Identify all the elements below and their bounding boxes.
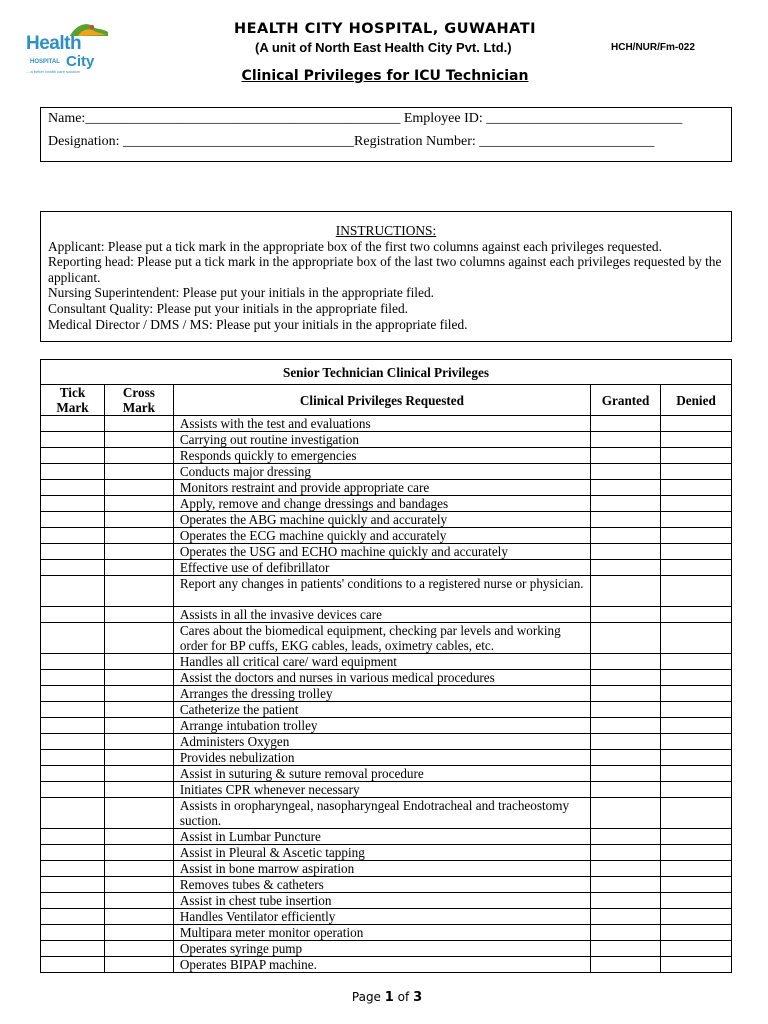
tick-mark-cell[interactable] bbox=[41, 528, 105, 544]
granted-cell[interactable] bbox=[591, 528, 661, 544]
tick-mark-cell[interactable] bbox=[41, 544, 105, 560]
denied-cell[interactable] bbox=[661, 416, 732, 432]
denied-cell[interactable] bbox=[661, 766, 732, 782]
granted-cell[interactable] bbox=[591, 480, 661, 496]
granted-cell[interactable] bbox=[591, 782, 661, 798]
logo-city-text: City bbox=[66, 53, 95, 70]
tick-mark-cell[interactable] bbox=[41, 845, 105, 861]
table-row bbox=[41, 416, 732, 432]
tick-mark-cell[interactable] bbox=[41, 607, 105, 623]
tick-mark-cell[interactable] bbox=[41, 941, 105, 957]
cross-mark-cell[interactable] bbox=[104, 480, 173, 496]
granted-cell[interactable] bbox=[591, 560, 661, 576]
granted-cell[interactable] bbox=[591, 941, 661, 957]
cross-mark-cell[interactable] bbox=[104, 560, 173, 576]
tick-mark-cell[interactable] bbox=[41, 877, 105, 893]
instruction-nursing-superintendent: Nursing Superintendent: Please put your initials in the appropriate filed. bbox=[48, 285, 435, 301]
tick-mark-cell[interactable] bbox=[41, 909, 105, 925]
tick-mark-cell[interactable] bbox=[41, 448, 105, 464]
granted-cell[interactable] bbox=[591, 670, 661, 686]
tick-mark-cell[interactable] bbox=[41, 464, 105, 480]
granted-cell[interactable] bbox=[591, 718, 661, 734]
tick-mark-cell[interactable] bbox=[41, 480, 105, 496]
applicant-info-box bbox=[40, 107, 732, 162]
granted-cell[interactable] bbox=[591, 464, 661, 480]
cross-mark-cell[interactable] bbox=[104, 670, 173, 686]
granted-cell[interactable] bbox=[591, 416, 661, 432]
table-row bbox=[41, 464, 732, 480]
table-row bbox=[41, 957, 732, 973]
denied-cell[interactable] bbox=[661, 925, 732, 941]
cross-mark-cell[interactable] bbox=[104, 432, 173, 448]
denied-cell[interactable] bbox=[661, 464, 732, 480]
privilege-cell: Catheterize the patient bbox=[173, 702, 590, 718]
privilege-cell: Handles all critical care/ ward equipment bbox=[173, 654, 590, 670]
tick-mark-cell[interactable] bbox=[41, 798, 105, 829]
granted-cell[interactable] bbox=[591, 750, 661, 766]
table-row bbox=[41, 941, 732, 957]
privilege-cell: Operates the ECG machine quickly and accurately bbox=[173, 528, 590, 544]
denied-cell[interactable] bbox=[661, 861, 732, 877]
granted-cell[interactable] bbox=[591, 798, 661, 829]
denied-cell[interactable] bbox=[661, 718, 732, 734]
cross-mark-cell[interactable] bbox=[104, 464, 173, 480]
cross-mark-cell[interactable] bbox=[104, 877, 173, 893]
privilege-cell: Effective use of defibrillator bbox=[173, 560, 590, 576]
table-row bbox=[41, 512, 732, 528]
privilege-cell: Carrying out routine investigation bbox=[173, 432, 590, 448]
privilege-cell: Assist in Lumbar Puncture bbox=[173, 829, 590, 845]
privilege-cell: Apply, remove and change dressings and bandages bbox=[173, 496, 590, 512]
tick-mark-cell[interactable] bbox=[41, 861, 105, 877]
denied-cell[interactable] bbox=[661, 957, 732, 973]
form-code: HCH/NUR/Fm-022 bbox=[611, 42, 695, 53]
tick-mark-cell[interactable] bbox=[41, 432, 105, 448]
granted-cell[interactable] bbox=[591, 893, 661, 909]
privilege-cell: Monitors restraint and provide appropriate care bbox=[173, 480, 590, 496]
cross-mark-cell[interactable] bbox=[104, 718, 173, 734]
tick-mark-cell[interactable] bbox=[41, 654, 105, 670]
cross-mark-cell[interactable] bbox=[104, 686, 173, 702]
privilege-cell: Conducts major dressing bbox=[173, 464, 590, 480]
tick-mark-cell[interactable] bbox=[41, 623, 105, 654]
denied-cell[interactable] bbox=[661, 607, 732, 623]
cross-mark-cell[interactable] bbox=[104, 623, 173, 654]
granted-cell[interactable] bbox=[591, 623, 661, 654]
instruction-reporting-head: Reporting head: Please put a tick mark in the appropriate box of the last two columns against each privileges requested by the applicant. bbox=[48, 254, 722, 285]
granted-cell[interactable] bbox=[591, 448, 661, 464]
table-row bbox=[41, 432, 732, 448]
denied-cell[interactable] bbox=[661, 845, 732, 861]
tick-mark-cell[interactable] bbox=[41, 734, 105, 750]
privilege-cell: Operates BIPAP machine. bbox=[173, 957, 590, 973]
privilege-cell: Arranges the dressing trolley bbox=[173, 686, 590, 702]
privilege-cell: Removes tubes & catheters bbox=[173, 877, 590, 893]
tick-mark-cell[interactable] bbox=[41, 750, 105, 766]
hospital-subtitle: (A unit of North East Health City Pvt. Ltd.) bbox=[255, 40, 512, 55]
table-caption: Senior Technician Clinical Privileges bbox=[41, 360, 732, 385]
instructions-box bbox=[40, 211, 732, 342]
privilege-cell: Assist in Pleural & Ascetic tapping bbox=[173, 845, 590, 861]
table-row bbox=[41, 829, 732, 845]
privilege-cell: Cares about the biomedical equipment, checking par levels and working order for BP cuffs, EKG cables, leads, oximetry cables, etc. bbox=[173, 623, 590, 654]
denied-cell[interactable] bbox=[661, 941, 732, 957]
denied-cell[interactable] bbox=[661, 448, 732, 464]
denied-cell[interactable] bbox=[661, 560, 732, 576]
granted-cell[interactable] bbox=[591, 607, 661, 623]
granted-cell[interactable] bbox=[591, 654, 661, 670]
tick-mark-cell[interactable] bbox=[41, 576, 105, 607]
denied-cell[interactable] bbox=[661, 909, 732, 925]
privilege-cell: Operates syringe pump bbox=[173, 941, 590, 957]
granted-cell[interactable] bbox=[591, 432, 661, 448]
privileges-header: Clinical Privileges Requested bbox=[173, 385, 590, 416]
cross-mark-cell[interactable] bbox=[104, 861, 173, 877]
privilege-cell: Assists in all the invasive devices care bbox=[173, 607, 590, 623]
table-row bbox=[41, 877, 732, 893]
granted-cell[interactable] bbox=[591, 909, 661, 925]
granted-cell[interactable] bbox=[591, 829, 661, 845]
cross-mark-cell[interactable] bbox=[104, 544, 173, 560]
granted-cell[interactable] bbox=[591, 766, 661, 782]
privilege-cell: Operates the ABG machine quickly and accurately bbox=[173, 512, 590, 528]
table-row bbox=[41, 925, 732, 941]
denied-cell[interactable] bbox=[661, 512, 732, 528]
denied-cell[interactable] bbox=[661, 528, 732, 544]
instructions-title: INSTRUCTIONS: bbox=[335, 223, 437, 238]
tick-mark-cell[interactable] bbox=[41, 560, 105, 576]
tick-mark-cell[interactable] bbox=[41, 496, 105, 512]
granted-cell[interactable] bbox=[591, 576, 661, 607]
cross-mark-header: Cross Mark bbox=[104, 385, 173, 416]
designation-registration-line[interactable]: Designation: _________________________________Registration Number: _________________________ bbox=[48, 134, 655, 149]
denied-cell[interactable] bbox=[661, 829, 732, 845]
name-employee-id-line[interactable]: Name:_____________________________________________ Employee ID: ____________________________ bbox=[48, 111, 683, 126]
instruction-applicant: Applicant: Please put a tick mark in the appropriate box of the first two columns against each privileges requested. bbox=[48, 238, 662, 254]
tick-mark-cell[interactable] bbox=[41, 957, 105, 973]
denied-cell[interactable] bbox=[661, 623, 732, 654]
granted-header: Granted bbox=[591, 385, 661, 416]
instruction-consultant-quality: Consultant Quality: Please put your initials in the appropriate filed. bbox=[48, 300, 408, 316]
tick-mark-cell[interactable] bbox=[41, 829, 105, 845]
privileges-table bbox=[40, 359, 732, 973]
tick-mark-cell[interactable] bbox=[41, 686, 105, 702]
page-number: Page 1 of 3 bbox=[351, 990, 423, 1005]
document-title: Clinical Privileges for ICU Technician bbox=[241, 68, 529, 84]
privilege-cell: Assist in bone marrow aspiration bbox=[173, 861, 590, 877]
privilege-cell: Assist in chest tube insertion bbox=[173, 893, 590, 909]
table-row bbox=[41, 448, 732, 464]
tick-mark-cell[interactable] bbox=[41, 718, 105, 734]
granted-cell[interactable] bbox=[591, 702, 661, 718]
denied-cell[interactable] bbox=[661, 686, 732, 702]
privilege-cell: Report any changes in patients' conditions to a registered nurse or physician. bbox=[173, 576, 590, 607]
denied-cell[interactable] bbox=[661, 734, 732, 750]
table-row bbox=[41, 798, 732, 829]
logo-hospital-text: HOSPITAL bbox=[30, 59, 60, 65]
granted-cell[interactable] bbox=[591, 512, 661, 528]
granted-cell[interactable] bbox=[591, 496, 661, 512]
table-row bbox=[41, 734, 732, 750]
privilege-cell: Arrange intubation trolley bbox=[173, 718, 590, 734]
denied-cell[interactable] bbox=[661, 670, 732, 686]
denied-cell[interactable] bbox=[661, 544, 732, 560]
table-row bbox=[41, 893, 732, 909]
tick-mark-header: Tick Mark bbox=[41, 385, 105, 416]
denied-header: Denied bbox=[661, 385, 732, 416]
cross-mark-cell[interactable] bbox=[104, 893, 173, 909]
granted-cell[interactable] bbox=[591, 544, 661, 560]
privilege-cell: Multipara meter monitor operation bbox=[173, 925, 590, 941]
table-row bbox=[41, 623, 732, 654]
table-row bbox=[41, 607, 732, 623]
table-row bbox=[41, 861, 732, 877]
table-row bbox=[41, 528, 732, 544]
denied-cell[interactable] bbox=[661, 480, 732, 496]
cross-mark-cell[interactable] bbox=[104, 528, 173, 544]
table-row bbox=[41, 544, 732, 560]
tick-mark-cell[interactable] bbox=[41, 512, 105, 528]
denied-cell[interactable] bbox=[661, 702, 732, 718]
cross-mark-cell[interactable] bbox=[104, 448, 173, 464]
denied-cell[interactable] bbox=[661, 496, 732, 512]
privilege-cell: Handles Ventilator efficiently bbox=[173, 909, 590, 925]
logo-brand-text: Health bbox=[26, 33, 82, 54]
cross-mark-cell[interactable] bbox=[104, 829, 173, 845]
table-row bbox=[41, 718, 732, 734]
cross-mark-cell[interactable] bbox=[104, 702, 173, 718]
cross-mark-cell[interactable] bbox=[104, 941, 173, 957]
table-row bbox=[41, 670, 732, 686]
table-row bbox=[41, 560, 732, 576]
privilege-cell: Assist the doctors and nurses in various medical procedures bbox=[173, 670, 590, 686]
cross-mark-cell[interactable] bbox=[104, 496, 173, 512]
cross-mark-cell[interactable] bbox=[104, 576, 173, 607]
granted-cell[interactable] bbox=[591, 925, 661, 941]
denied-cell[interactable] bbox=[661, 893, 732, 909]
privilege-cell: Initiates CPR whenever necessary bbox=[173, 782, 590, 798]
privilege-cell: Assists in oropharyngeal, nasopharyngeal Endotracheal and tracheostomy suction. bbox=[173, 798, 590, 829]
privilege-cell: Operates the USG and ECHO machine quickly and accurately bbox=[173, 544, 590, 560]
denied-cell[interactable] bbox=[661, 432, 732, 448]
table-row bbox=[41, 782, 732, 798]
privilege-cell: Responds quickly to emergencies bbox=[173, 448, 590, 464]
tick-mark-cell[interactable] bbox=[41, 702, 105, 718]
cross-mark-cell[interactable] bbox=[104, 750, 173, 766]
table-row bbox=[41, 766, 732, 782]
denied-cell[interactable] bbox=[661, 877, 732, 893]
table-row bbox=[41, 576, 732, 607]
cross-mark-cell[interactable] bbox=[104, 957, 173, 973]
privilege-cell: Provides nebulization bbox=[173, 750, 590, 766]
privilege-cell: Administers Oxygen bbox=[173, 734, 590, 750]
cross-mark-cell[interactable] bbox=[104, 654, 173, 670]
table-row bbox=[41, 654, 732, 670]
granted-cell[interactable] bbox=[591, 734, 661, 750]
table-row bbox=[41, 480, 732, 496]
table-row bbox=[41, 909, 732, 925]
table-row bbox=[41, 845, 732, 861]
cross-mark-cell[interactable] bbox=[104, 909, 173, 925]
tick-mark-cell[interactable] bbox=[41, 893, 105, 909]
granted-cell[interactable] bbox=[591, 957, 661, 973]
privilege-cell: Assist in suturing & suture removal procedure bbox=[173, 766, 590, 782]
cross-mark-cell[interactable] bbox=[104, 734, 173, 750]
denied-cell[interactable] bbox=[661, 750, 732, 766]
instruction-medical-director: Medical Director / DMS / MS: Please put your initials in the appropriate filed. bbox=[48, 316, 468, 332]
granted-cell[interactable] bbox=[591, 861, 661, 877]
tick-mark-cell[interactable] bbox=[41, 416, 105, 432]
table-row bbox=[41, 750, 732, 766]
cross-mark-cell[interactable] bbox=[104, 782, 173, 798]
cross-mark-cell[interactable] bbox=[104, 845, 173, 861]
cross-mark-cell[interactable] bbox=[104, 416, 173, 432]
granted-cell[interactable] bbox=[591, 686, 661, 702]
tick-mark-cell[interactable] bbox=[41, 782, 105, 798]
hospital-name: HEALTH CITY HOSPITAL, GUWAHATI bbox=[233, 21, 537, 37]
denied-cell[interactable] bbox=[661, 576, 732, 607]
table-row bbox=[41, 496, 732, 512]
cross-mark-cell[interactable] bbox=[104, 607, 173, 623]
tick-mark-cell[interactable] bbox=[41, 925, 105, 941]
denied-cell[interactable] bbox=[661, 798, 732, 829]
logo-tagline: ....a better health care solution bbox=[26, 69, 80, 74]
granted-cell[interactable] bbox=[591, 877, 661, 893]
granted-cell[interactable] bbox=[591, 845, 661, 861]
table-row bbox=[41, 686, 732, 702]
cross-mark-cell[interactable] bbox=[104, 512, 173, 528]
denied-cell[interactable] bbox=[661, 782, 732, 798]
cross-mark-cell[interactable] bbox=[104, 925, 173, 941]
cross-mark-cell[interactable] bbox=[104, 798, 173, 829]
denied-cell[interactable] bbox=[661, 654, 732, 670]
table-row bbox=[41, 702, 732, 718]
tick-mark-cell[interactable] bbox=[41, 766, 105, 782]
privilege-cell: Assists with the test and evaluations bbox=[173, 416, 590, 432]
cross-mark-cell[interactable] bbox=[104, 766, 173, 782]
tick-mark-cell[interactable] bbox=[41, 670, 105, 686]
